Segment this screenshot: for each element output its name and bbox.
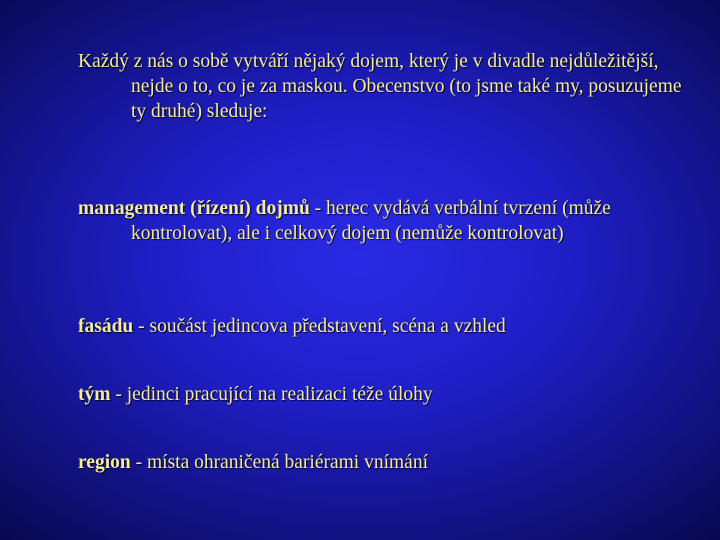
definition-tym — [78, 382, 691, 407]
definition-text-management: - herec vydává verbální tvrzení (může kontrolovat), ale i celkový dojem (nemůže kontrolovat) — [131, 198, 611, 244]
definition-region — [78, 450, 691, 475]
intro-text: Každý z nás o sobě vytváří nějaký dojem, který je v divadle nejdůležitější, nejde o to, co je za maskou. Obecenstvo (to jsme také my, posuzujeme ty druhé) sleduje: — [78, 51, 682, 122]
term-region: region — [78, 452, 131, 473]
intro-paragraph — [78, 49, 691, 124]
definition-text-region: - místa ohraničená bariérami vnímání — [130, 452, 428, 473]
definition-text-tym: - jedinci pracující na realizaci téže úlohy — [110, 384, 433, 405]
term-tym: tým — [78, 384, 111, 405]
definition-fasada — [78, 314, 691, 339]
definition-text-fasada: - součást jedincova představení, scéna a vzhled — [133, 316, 506, 337]
term-fasada: fasádu — [78, 316, 134, 337]
term-management: management (řízení) dojmů — [78, 198, 310, 219]
definition-management — [78, 196, 691, 246]
